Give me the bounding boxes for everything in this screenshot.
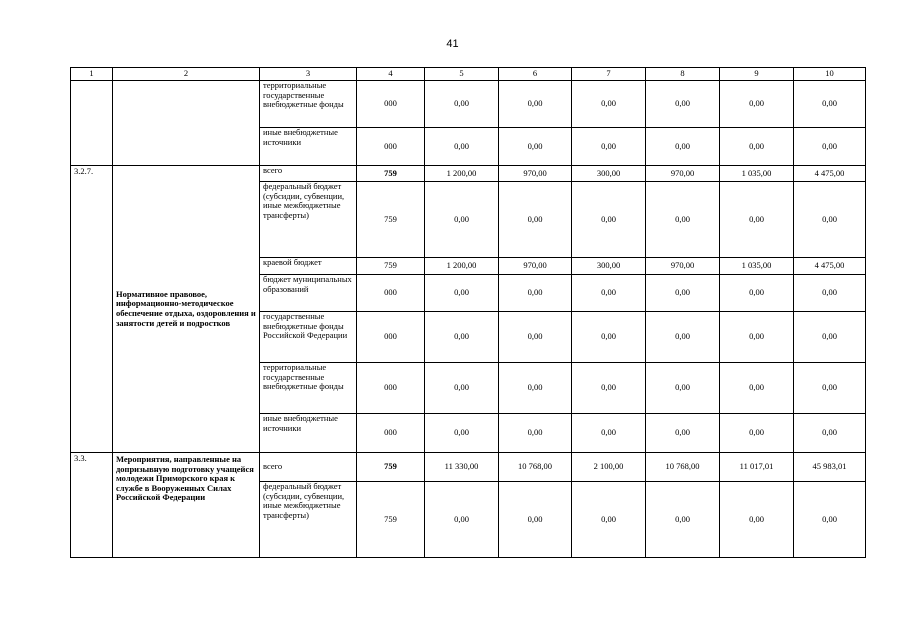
- budget-code: 000: [357, 363, 425, 414]
- value-cell: 970,00: [499, 258, 572, 275]
- budget-code: 000: [357, 414, 425, 453]
- value-cell: 0,00: [425, 363, 499, 414]
- budget-code: 759: [357, 453, 425, 482]
- value-cell: 0,00: [646, 275, 720, 312]
- value-cell: 0,00: [499, 81, 572, 128]
- row-number-cell: [71, 81, 113, 166]
- value-cell: 970,00: [499, 166, 572, 182]
- funding-source: краевой бюджет: [260, 258, 357, 275]
- value-cell: 11 330,00: [425, 453, 499, 482]
- budget-code: 759: [357, 182, 425, 258]
- header-cell: 7: [572, 68, 646, 81]
- row-number: 3.3.: [71, 453, 113, 558]
- funding-source: иные внебюджетные источники: [260, 128, 357, 166]
- header-cell: 1: [71, 68, 113, 81]
- value-cell: 1 035,00: [720, 258, 794, 275]
- value-cell: 1 200,00: [425, 258, 499, 275]
- table-row: [71, 166, 866, 182]
- value-cell: 0,00: [720, 275, 794, 312]
- value-cell: 45 983,01: [794, 453, 866, 482]
- value-cell: 0,00: [425, 275, 499, 312]
- value-cell: 0,00: [720, 363, 794, 414]
- header-cell: 6: [499, 68, 572, 81]
- budget-code: 759: [357, 482, 425, 558]
- value-cell: 0,00: [794, 363, 866, 414]
- value-cell: 0,00: [720, 482, 794, 558]
- table-row: [71, 81, 866, 128]
- value-cell: 0,00: [794, 414, 866, 453]
- value-cell: 0,00: [425, 312, 499, 363]
- value-cell: 0,00: [499, 414, 572, 453]
- funding-source: территориальные государственные внебюджетные фонды: [260, 363, 357, 414]
- funding-source: федеральный бюджет (субсидии, субвенции, иные межбюджетные трансферты): [260, 182, 357, 258]
- value-cell: 0,00: [720, 182, 794, 258]
- value-cell: 0,00: [572, 275, 646, 312]
- value-cell: 0,00: [720, 312, 794, 363]
- value-cell: 0,00: [794, 128, 866, 166]
- budget-code: 000: [357, 128, 425, 166]
- value-cell: 0,00: [499, 182, 572, 258]
- funding-source: бюджет муниципальных образований: [260, 275, 357, 312]
- value-cell: 0,00: [720, 414, 794, 453]
- header-cell: 4: [357, 68, 425, 81]
- value-cell: 1 200,00: [425, 166, 499, 182]
- budget-code: 000: [357, 275, 425, 312]
- value-cell: 0,00: [646, 128, 720, 166]
- header-cell: 10: [794, 68, 866, 81]
- funding-source: всего: [260, 166, 357, 182]
- value-cell: 0,00: [794, 312, 866, 363]
- budget-table: [70, 67, 866, 558]
- value-cell: 4 475,00: [794, 166, 866, 182]
- value-cell: 0,00: [425, 414, 499, 453]
- value-cell: 0,00: [572, 182, 646, 258]
- row-name-cell: [113, 81, 260, 166]
- page-number: 41: [446, 38, 459, 50]
- header-cell: 9: [720, 68, 794, 81]
- value-cell: 0,00: [499, 128, 572, 166]
- value-cell: 0,00: [572, 414, 646, 453]
- table-row: [71, 453, 866, 482]
- value-cell: 10 768,00: [499, 453, 572, 482]
- value-cell: 0,00: [572, 128, 646, 166]
- value-cell: 0,00: [499, 312, 572, 363]
- value-cell: 0,00: [794, 182, 866, 258]
- value-cell: 0,00: [499, 363, 572, 414]
- value-cell: 0,00: [425, 128, 499, 166]
- value-cell: 0,00: [499, 482, 572, 558]
- funding-source: государственные внебюджетные фонды Российской Федерации: [260, 312, 357, 363]
- funding-source: федеральный бюджет (субсидии, субвенции, иные межбюджетные трансферты): [260, 482, 357, 558]
- value-cell: 0,00: [572, 81, 646, 128]
- value-cell: 0,00: [572, 363, 646, 414]
- value-cell: 0,00: [646, 363, 720, 414]
- value-cell: 0,00: [499, 275, 572, 312]
- value-cell: 970,00: [646, 166, 720, 182]
- value-cell: 4 475,00: [794, 258, 866, 275]
- value-cell: 0,00: [646, 414, 720, 453]
- header-cell: 8: [646, 68, 720, 81]
- header-row: [71, 68, 866, 81]
- value-cell: 0,00: [425, 182, 499, 258]
- value-cell: 0,00: [646, 312, 720, 363]
- value-cell: 0,00: [720, 128, 794, 166]
- budget-code: 759: [357, 166, 425, 182]
- activity-name: Мероприятия, направленные на допризывную подготовку учащейся молодежи Приморского края к службе в Вооруженных Силах Российской Федерации: [113, 453, 260, 558]
- header-cell: 5: [425, 68, 499, 81]
- header-cell: 2: [113, 68, 260, 81]
- funding-source: территориальные государственные внебюджетные фонды: [260, 81, 357, 128]
- value-cell: 11 017,01: [720, 453, 794, 482]
- value-cell: 0,00: [794, 81, 866, 128]
- value-cell: 0,00: [425, 482, 499, 558]
- value-cell: 0,00: [646, 482, 720, 558]
- row-number: 3.2.7.: [71, 166, 113, 453]
- value-cell: 0,00: [794, 275, 866, 312]
- funding-source: всего: [260, 453, 357, 482]
- value-cell: 300,00: [572, 258, 646, 275]
- budget-code: 000: [357, 81, 425, 128]
- value-cell: 0,00: [794, 482, 866, 558]
- value-cell: 970,00: [646, 258, 720, 275]
- value-cell: 0,00: [572, 312, 646, 363]
- funding-source: иные внебюджетные источники: [260, 414, 357, 453]
- value-cell: 1 035,00: [720, 166, 794, 182]
- value-cell: 2 100,00: [572, 453, 646, 482]
- value-cell: 0,00: [646, 182, 720, 258]
- value-cell: 300,00: [572, 166, 646, 182]
- budget-code: 000: [357, 312, 425, 363]
- value-cell: 0,00: [425, 81, 499, 128]
- value-cell: 0,00: [646, 81, 720, 128]
- budget-code: 759: [357, 258, 425, 275]
- value-cell: 0,00: [572, 482, 646, 558]
- value-cell: 10 768,00: [646, 453, 720, 482]
- value-cell: 0,00: [720, 81, 794, 128]
- activity-name: Нормативное правовое, информационно-методическое обеспечение отдыха, оздоровления и занятости детей и подростков: [113, 166, 260, 453]
- header-cell: 3: [260, 68, 357, 81]
